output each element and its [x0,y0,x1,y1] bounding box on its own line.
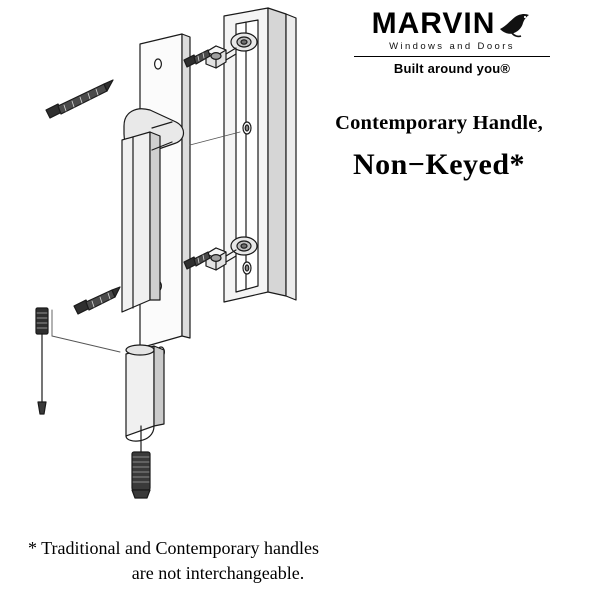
footnote-line-1: * Traditional and Contemporary handles [28,538,319,558]
brand-subtitle: Windows and Doors [389,41,515,52]
thumb-turn-body [126,345,164,441]
mounting-screw-upper [46,80,113,118]
long-screw-left [36,308,48,414]
lock-stile-faceplate [224,8,296,302]
set-screw-bottom [132,426,150,498]
footnote [28,536,448,586]
bird-logo-icon [498,12,532,38]
page-title: Contemporary Handle, [335,112,543,134]
brand-tagline: Built around you® [393,61,511,76]
marvin-logo [322,8,582,76]
brand-wordmark-text: MARVIN [371,7,496,40]
brand-divider [354,56,550,57]
page-subtitle: Non−Keyed* [352,148,526,181]
footnote-line-2: are not interchangeable. [131,563,305,583]
mounting-screw-lower [74,287,120,314]
brand-wordmark [372,8,533,40]
